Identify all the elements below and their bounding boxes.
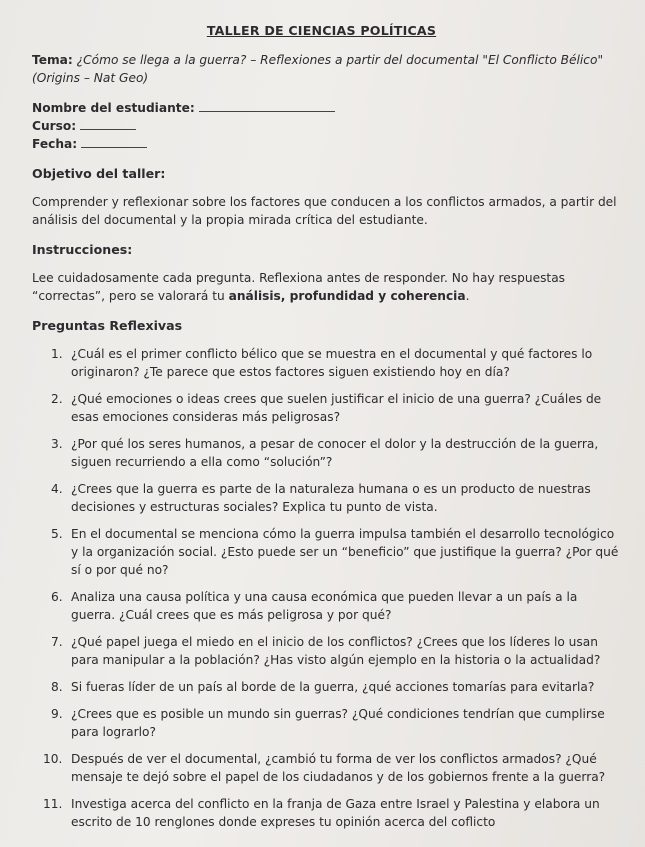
question-number: 5. bbox=[51, 527, 63, 541]
question-number: 8. bbox=[51, 680, 63, 694]
question-number: 9. bbox=[51, 707, 63, 721]
question-item bbox=[22, 435, 621, 471]
questions-list bbox=[22, 345, 621, 831]
question-item bbox=[22, 678, 621, 696]
course-blank[interactable] bbox=[80, 117, 136, 130]
question-text: ¿Crees que es posible un mundo sin guerras? ¿Qué condiciones tendrían que cumplirse para lograrlo? bbox=[71, 707, 605, 739]
question-text: ¿Cuál es el primer conflicto bélico que se muestra en el documental y qué factores lo originaron? ¿Te parece que estos factores siguen existiendo hoy en día? bbox=[71, 347, 593, 379]
question-item bbox=[22, 633, 621, 669]
question-text: ¿Por qué los seres humanos, a pesar de conocer el dolor y la destrucción de la guerra, siguen recurriendo a ella como “solución”? bbox=[71, 437, 599, 469]
question-item bbox=[22, 525, 621, 579]
theme-text: ¿Cómo se llega a la guerra? – Reflexiones a partir del documental "El Conflicto Bélico" (Origins – Nat Geo) bbox=[32, 53, 604, 85]
student-name-field bbox=[32, 99, 621, 117]
instructions-body: Lee cuidadosamente cada pregunta. Reflexiona antes de responder. No hay respuestas “correctas”, pero se valorará tu bbox=[32, 271, 566, 303]
question-text: En el documental se menciona cómo la guerra impulsa también el desarrollo tecnológico y la organización social. ¿Esto puede ser un “beneficio” que justifique la guerra? ¿Por qué sí o por qué no? bbox=[71, 527, 619, 577]
course-label: Curso: bbox=[32, 119, 77, 133]
question-number: 4. bbox=[51, 482, 63, 496]
question-number: 7. bbox=[51, 635, 63, 649]
question-text: Analiza una causa política y una causa económica que pueden llevar a un país a la guerra. ¿Cuál crees que es más peligrosa y por qué? bbox=[71, 590, 578, 622]
question-text: Después de ver el documental, ¿cambió tu forma de ver los conflictos armados? ¿Qué mensaje te dejó sobre el papel de los ciudadanos y de los gobiernos frente a la guerra? bbox=[71, 752, 606, 784]
date-blank[interactable] bbox=[81, 135, 147, 148]
question-number: 11. bbox=[43, 797, 63, 811]
question-item bbox=[22, 750, 621, 786]
question-item bbox=[22, 588, 621, 624]
student-name-label: Nombre del estudiante: bbox=[32, 101, 195, 115]
questions-heading: Preguntas Reflexivas bbox=[32, 318, 183, 333]
question-text: ¿Qué emociones o ideas crees que suelen justificar el inicio de una guerra? ¿Cuáles de esas emociones consideras más peligrosas? bbox=[71, 392, 602, 424]
question-item bbox=[22, 795, 621, 831]
instructions-emphasis: análisis, profundidad y coherencia bbox=[228, 289, 466, 303]
course-field bbox=[32, 117, 621, 135]
question-number: 6. bbox=[51, 590, 63, 604]
theme-block bbox=[32, 51, 621, 87]
theme-label: Tema: bbox=[32, 53, 73, 67]
date-field bbox=[32, 135, 621, 153]
question-text: Si fueras líder de un país al borde de la guerra, ¿qué acciones tomarías para evitarla? bbox=[71, 680, 595, 694]
student-name-blank[interactable] bbox=[199, 99, 335, 112]
question-item bbox=[22, 705, 621, 741]
question-text: Investiga acerca del conflicto en la franja de Gaza entre Israel y Palestina y elabora un escrito de 10 renglones donde expreses tu opinión acerca del coflicto bbox=[71, 797, 600, 829]
instructions-text bbox=[32, 269, 621, 305]
question-number: 10. bbox=[43, 752, 63, 766]
objective-text: Comprender y reflexionar sobre los factores que conducen a los conflictos armados, a partir del análisis del documental y la propia mirada crítica del estudiante. bbox=[32, 195, 617, 227]
question-item bbox=[22, 345, 621, 381]
question-number: 3. bbox=[51, 437, 63, 451]
date-label: Fecha: bbox=[32, 137, 78, 151]
question-number: 1. bbox=[51, 347, 63, 361]
question-item bbox=[22, 480, 621, 516]
objective-heading: Objetivo del taller: bbox=[32, 166, 166, 181]
question-item bbox=[22, 390, 621, 426]
question-number: 2. bbox=[51, 392, 63, 406]
page-title: TALLER DE CIENCIAS POLÍTICAS bbox=[206, 23, 437, 38]
student-fields bbox=[22, 99, 621, 153]
question-text: ¿Crees que la guerra es parte de la naturaleza humana o es un producto de nuestras decisiones y estructuras sociales? Explica tu punto de vista. bbox=[71, 482, 591, 514]
question-text: ¿Qué papel juega el miedo en el inicio de los conflictos? ¿Crees que los líderes lo usan para manipular a la población? ¿Has visto algún ejemplo en la historia o la actualidad? bbox=[71, 635, 601, 667]
instructions-heading: Instrucciones: bbox=[32, 242, 133, 257]
instructions-end: . bbox=[465, 289, 470, 303]
